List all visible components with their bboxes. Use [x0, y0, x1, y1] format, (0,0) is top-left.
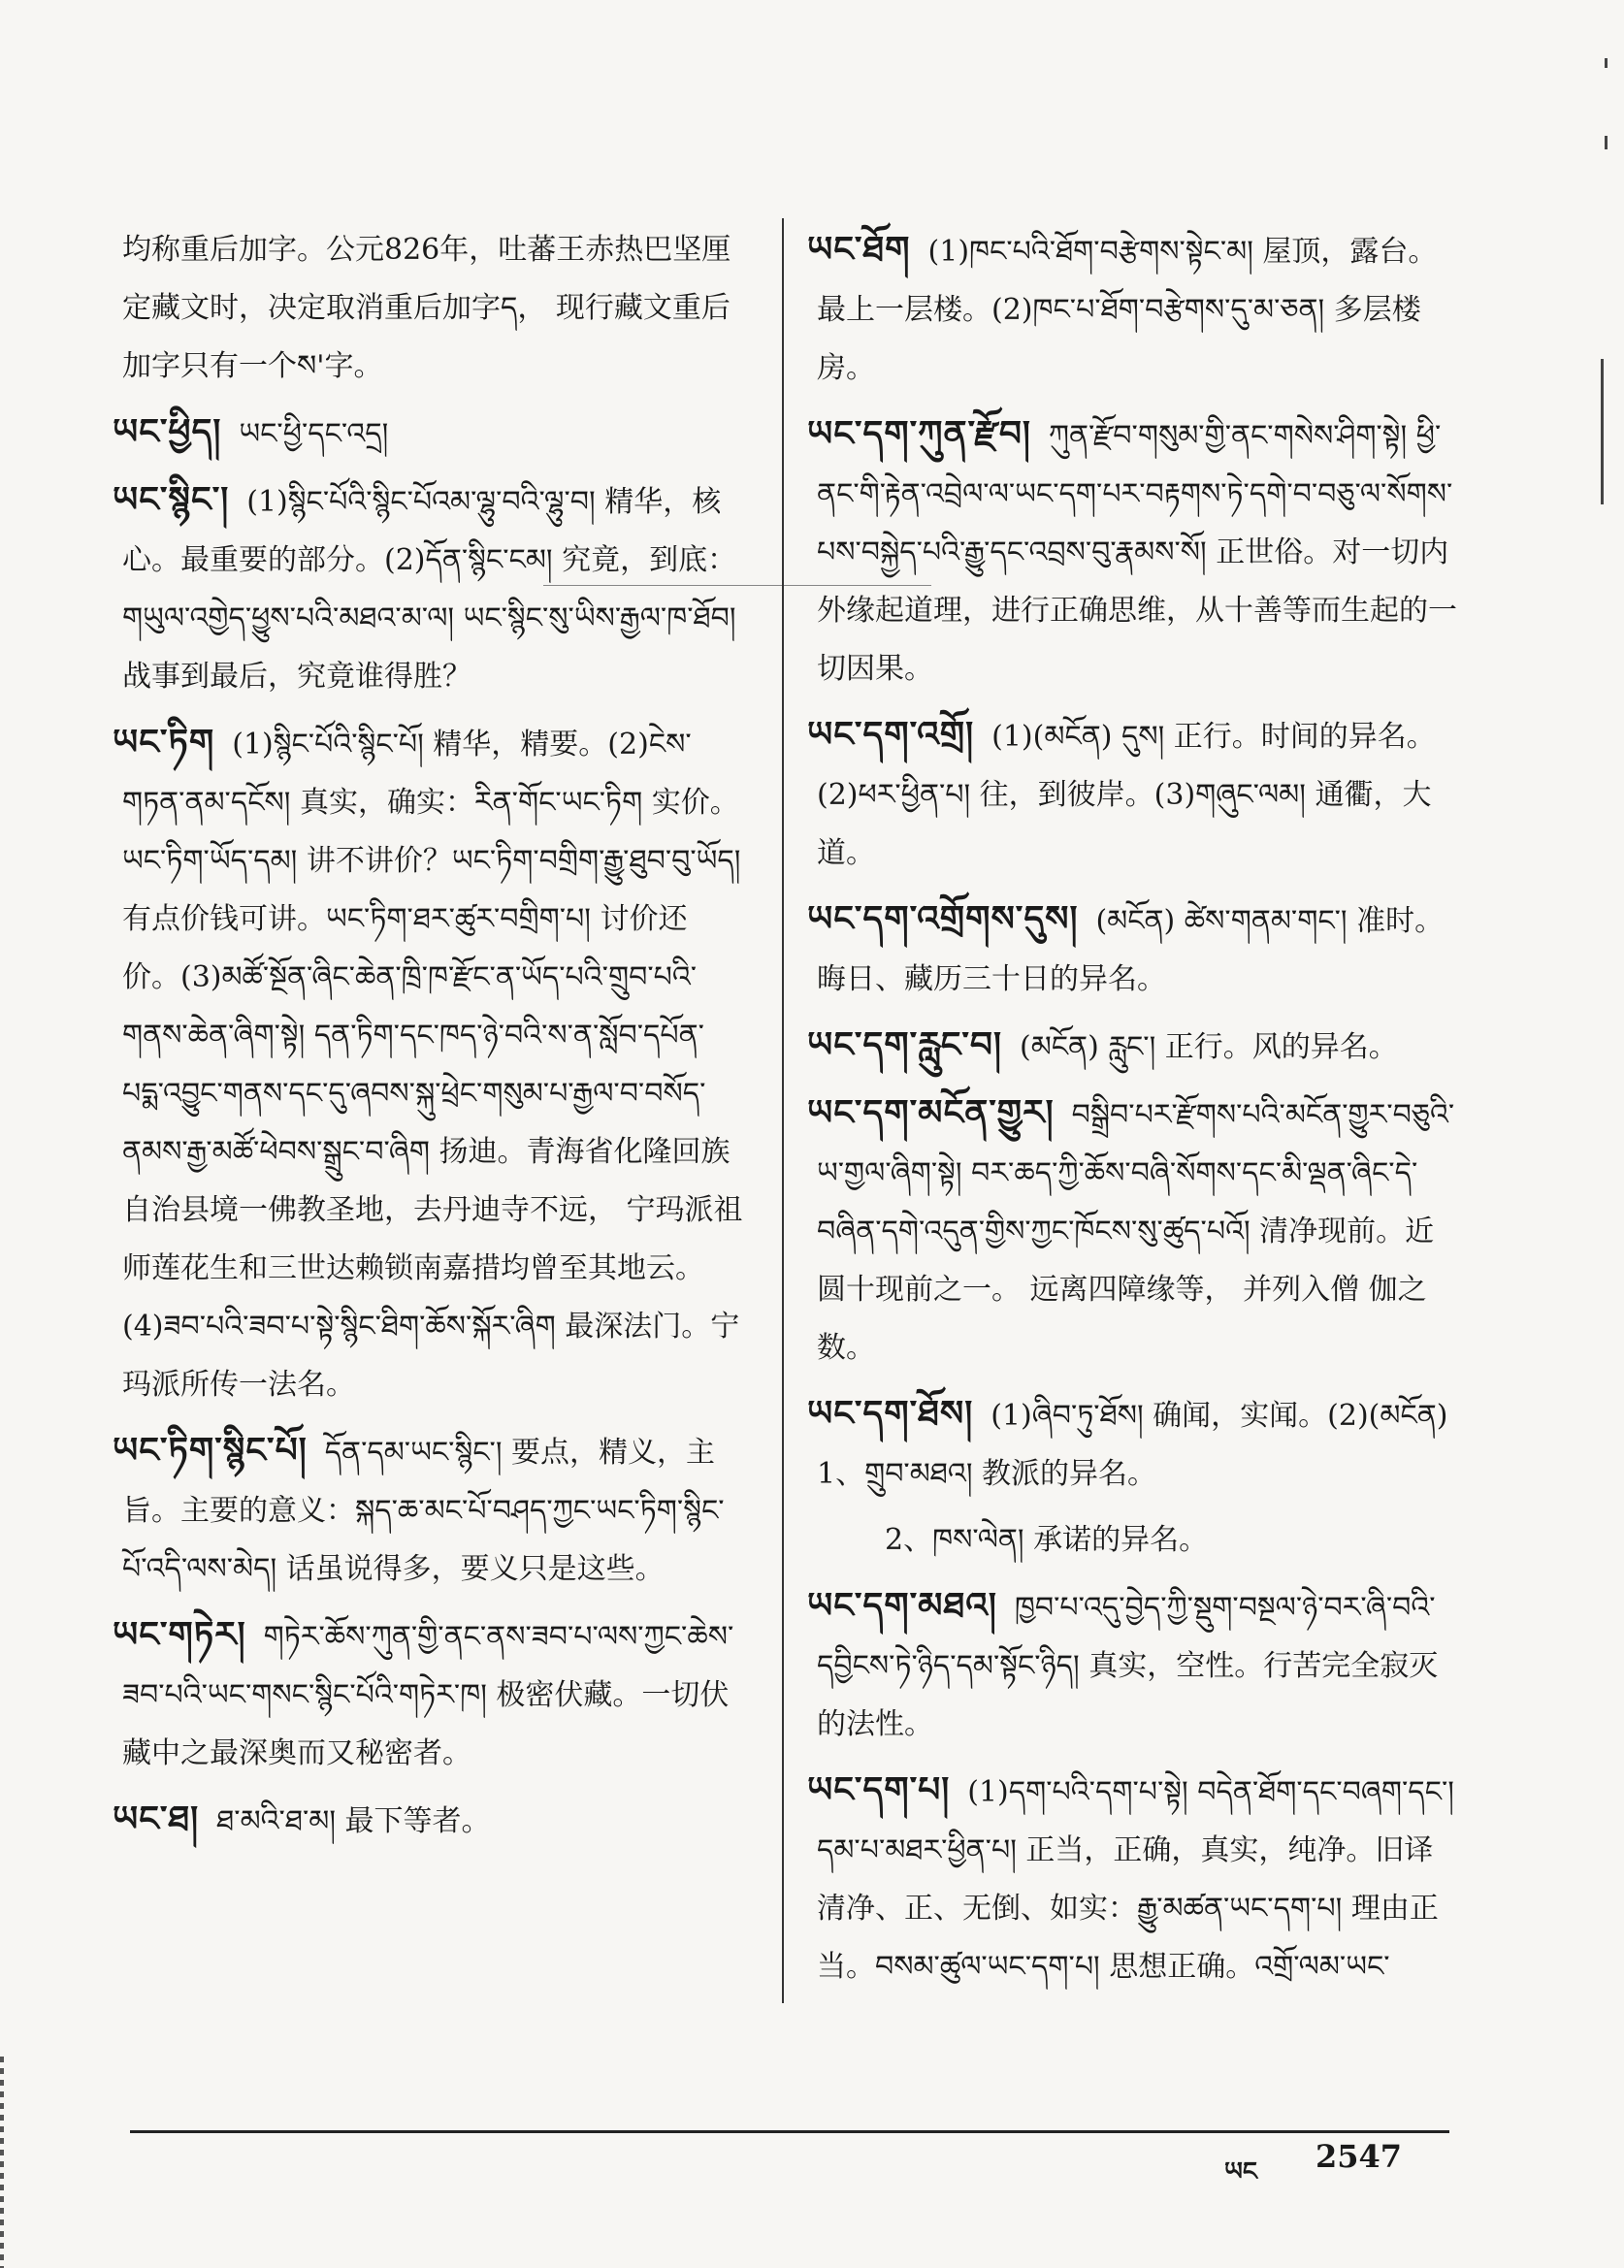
- dictionary-entry: [807, 1762, 1457, 1996]
- entry-headword: ཡང་དག་པ།: [807, 1770, 951, 1810]
- margin-mark: [1605, 58, 1608, 68]
- entry-definition: 2、ཁས་ལེན། 承诺的异名。: [885, 1523, 1209, 1557]
- entry-definition: (1)ཁང་པའི་ཐོག་བརྩེགས་སྟེང་མ། 屋顶，露台。最上一层楼。(2)ཁང་པ་ཐོག་བརྩེགས་དུ་མ་ཅན། 多层楼房。: [817, 235, 1438, 385]
- entry-definition: (1)ཞིབ་ཏུ་ཐོས། 确闻，实闻。(2)(མངོན) 1、གྲུབ་མཐའ། 教派的异名。: [817, 1399, 1448, 1491]
- column-divider: [782, 218, 784, 2003]
- scan-edge: [0, 2057, 4, 2268]
- dictionary-entry: [113, 1606, 743, 1783]
- entry-definition: ཐ་མའི་ཐ་མ། 最下等者。: [216, 1804, 491, 1838]
- entry-definition: གཏེར་ཆོས་ཀུན་གྱི་ནང་ནས་ཟབ་པ་ལས་ཀྱང་ཆེས་ཟབ་པའི་ཡང་གསང་སྙིང་པོའི་གཏེར་ཁ། 极密伏藏。一切伏藏中之最深奥而又秘密者。: [122, 1620, 734, 1770]
- entry-definition: (1)སྙིང་པོའི་སྙིང་པོ། 精华，精要。(2)ངེས་གཏན་ནམ་དངོས། 真实，确实：རིན་གོང་ཡང་ཏིག 实价。ཡང་ཏིག་ཡོད་དམ། 讲不讲价？ཡང་ཏིག་བགྲིག་རྒྱུ་ཐུབ་བུ་ཡོད། 有点价钱可讲。ཡང་ཏིག་ཐར་ཚུར་བགྲིག་པ། 讨价还价。(3)མཚོ་སྔོན་ཞིང་ཆེན་ཁྲི་ཁ་རྫོང་ན་ཡོད་པའི་གྲུབ་པའི་གནས་ཆེན་ཞིག་སྟེ། དན་ཏིག་དང་ཁད་ཉེ་བའི་ས་ན་སློབ་དཔོན་པདྨ་འབྱུང་གནས་དང་དུ་ཞབས་སྐུ་ཕྲེང་གསུམ་པ་རྒྱལ་བ་བསོད་ནམས་རྒྱ་མཚོ་ཕེབས་སྒྲུང་བ་ཞིག 扬迪。青海省化隆回族自治县境一佛教圣地，去丹迪寺不远， 宁玛派祖师莲花生和三世达赖锁南嘉措均曾至其地云。 (4)ཟབ་པའི་ཟབ་པ་སྟེ་སྙིང་ཐིག་ཆོས་སྐོར་ཞིག 最深法门。宁玛派所传一法名。: [122, 728, 743, 1402]
- dictionary-entry: [113, 714, 743, 1414]
- dictionary-entry: [807, 221, 1457, 398]
- entry-definition: (1)སྙིང་པོའི་སྙིང་པོའམ་ལྷུ་བའི་ལྷུ་བ། 精华，核心。最重要的部分。(2)དོན་སྙིང་ངམ། 究竟，到底：གཡུལ་འགྱེད་ཕྱུས་པའི་མཐའ་མ་ལ། ཡང་སྙིང་སུ་ཡིས་རྒྱལ་ཁ་ཐོབ། 战事到最后，究竟谁得胜？: [122, 485, 737, 694]
- page-number: 2547: [1315, 2138, 1403, 2175]
- right-entries: [807, 221, 1457, 1996]
- entry-headword: ཡང་ཏིག་སྙིང་པོ།: [113, 1431, 308, 1471]
- entry-headword: ཡང་ཐོག: [807, 230, 911, 270]
- dictionary-entry: [807, 891, 1457, 1009]
- entry-headword: ཡང་དག་མཐའ།: [807, 1586, 997, 1626]
- entry-definition: དོན་དམ་ཡང་སྙིང་། 要点，精义，主旨。主要的意义：སྐད་ཆ་མང་པོ་བཤད་ཀྱང་ཡང་ཏིག་སྙིང་པོ་འདི་ལས་མེད། 话虽说得多，要义只是这些。: [122, 1436, 725, 1586]
- entry-definition: བསྒྲིབ་པར་རྫོགས་པའི་མངོན་གྱུར་བཅུའི་ཡ་གྱལ་ཞིག་སྟེ། བར་ཆད་ཀྱི་ཆོས་བཞི་སོགས་དང་མི་ལྡན་ཞིང་དེ་བཞིན་དགེ་འདུན་གྱིས་ཀྱང་ཁོངས་སུ་ཚུད་པའོ། 清净现前。近圆十现前之一。 远离四障缘等， 并列入僧 伽之数。: [817, 1098, 1455, 1365]
- entry-definition: ཁྱབ་པ་འདུ་བྱེད་ཀྱི་སྡུག་བསྔལ་ཉེ་བར་ཞི་བའི་དབྱིངས་ཏེ་ཉིད་དམ་སྟོང་ཉིད། 真实，空性。行苦完全寂灭的法性。: [817, 1591, 1439, 1741]
- right-column: [807, 221, 1457, 2004]
- entry-headword: ཡང་ཐ།: [113, 1799, 200, 1839]
- entry-headword: ཡང་ཏིག: [113, 723, 215, 762]
- entry-headword: ཡང་དག་ཐོས།: [807, 1394, 974, 1434]
- dictionary-entry: [113, 1791, 743, 1851]
- entry-headword: ཡང་དག་མངོན་གྱུར།: [807, 1093, 1055, 1133]
- entry-definition: ཀུན་རྫོབ་གསུམ་གྱི་ནང་གསེས་ཤིག་སྟེ། ཕྱི་ནང་གི་རྟེན་འབྲེལ་ལ་ཡང་དག་པར་བརྟགས་ཏེ་དགེ་བ་བཅུ་ལ་སོགས་པས་བསྐྱེད་པའི་རྒྱུ་དང་འབྲས་བུ་རྣམས་སོ། 正世俗。对一切内外缘起道理，进行正确思维，从十善等而生起的一切因果。: [817, 419, 1457, 686]
- dictionary-entry: [807, 1385, 1457, 1504]
- dictionary-entry: [807, 405, 1457, 698]
- entry-headword: ཡང་དག་འགྲོགས་དུས།: [807, 899, 1079, 939]
- entry-headword: ཡང་དག་ཀུན་རྫོབ།: [807, 414, 1031, 454]
- entry-definition: (མངོན) རླུང་། 正行。风的异名。: [1019, 1030, 1398, 1064]
- entry-headword: ཡང་དག་འགྲོ།: [807, 715, 975, 755]
- entry-definition: (1)དག་པའི་དག་པ་སྟེ། བདེན་ཐོག་དང་བཞག་དང་། དམ་པ་མཐར་ཕྱིན་པ། 正当，正确，真实，纯净。旧译清净、正、无倒、如实：རྒྱུ་མཚན་ཡང་དག་པ། 理由正当。བསམ་ཚུལ་ཡང་དག་པ། 思想正确。འགྲོ་ལམ་ཡང་: [817, 1775, 1454, 1984]
- running-head: ཡང: [1224, 2157, 1257, 2187]
- entry-headword: ཡང་ཕྱིད།: [113, 412, 222, 452]
- footer-rule: [130, 2130, 1449, 2133]
- entry-definition: (1)(མངོན) དུས། 正行。时间的异名。(2)ཕར་ཕྱིན་པ། 往，到彼岸。(3)གཞུང་ལམ། 通衢，大道。: [817, 720, 1436, 870]
- left-entries: [113, 404, 743, 1851]
- dictionary-entry: [817, 1511, 1457, 1570]
- dictionary-entry: [113, 471, 743, 706]
- entry-headword: ཡང་སྙིང་།: [113, 480, 230, 520]
- dictionary-entry: [807, 1017, 1457, 1077]
- entry-headword: ཡང་གཏེར།: [113, 1615, 246, 1655]
- margin-mark: [1605, 136, 1608, 149]
- margin-mark: [1601, 359, 1604, 504]
- left-column: [113, 221, 743, 1859]
- entry-definition: ཡང་ཕྱི་དང་འདྲ།: [239, 417, 389, 451]
- dictionary-entry: [113, 404, 743, 464]
- dictionary-entry: [807, 1577, 1457, 1754]
- dictionary-entry: [807, 706, 1457, 883]
- entry-headword: ཡང་དག་རླུང་བ།: [807, 1025, 1002, 1065]
- dictionary-entry: [113, 1422, 743, 1599]
- dictionary-entry: [807, 1085, 1457, 1377]
- intro-text: 均称重后加字。公元826年，吐蕃王赤热巴坚厘定藏文时，决定取消重后加字ད， 现行藏文重后加字只有一个ས'字。: [122, 233, 731, 383]
- entry-definition: (མངོན) ཚེས་གནམ་གང་། 准时。晦日、藏历三十日的异名。: [817, 904, 1445, 996]
